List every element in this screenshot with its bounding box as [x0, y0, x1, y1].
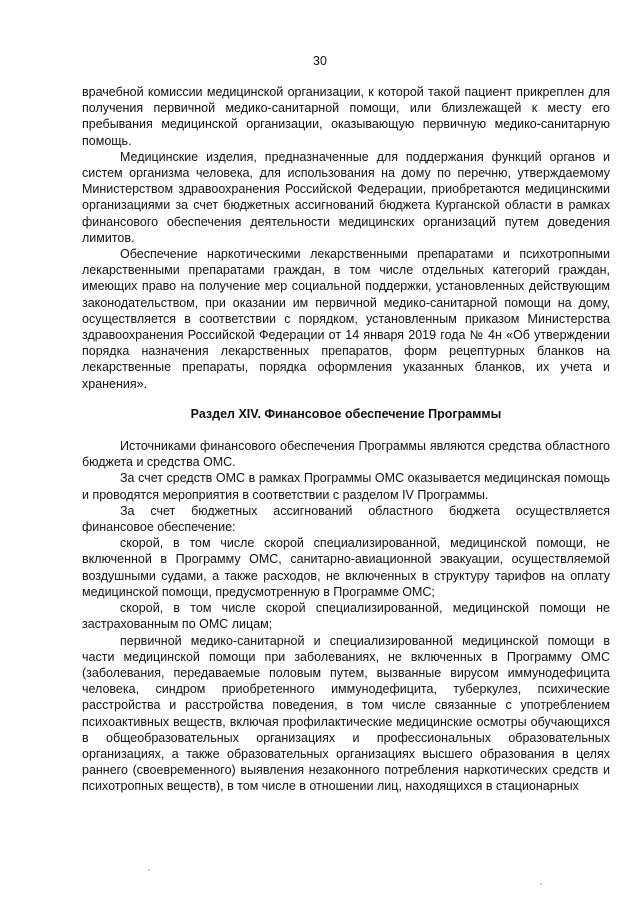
page-number: 30	[313, 54, 327, 68]
paragraph-medical-devices: Медицинские изделия, предназначенные для поддержания функций органов и систем организма человека, для использования на дому по перечню, утверждаемому Министерством здравоохранения Российской Федерации, приобретаются медицинскими организациями за счет бюджетных ассигнований бюджета Курганской области в рамках финансового обеспечения деятельности медицинских организаций путем доведения лимитов.	[82, 149, 610, 245]
section-heading: Раздел XIV. Финансовое обеспечение Программы	[190, 406, 502, 421]
paragraph-oms-funding: За счет средств ОМС в рамках Программы ОМС оказывается медицинская помощь и проводятся мероприятия в соответствии с разделом IV Программы.	[82, 471, 610, 502]
scan-speck	[148, 869, 150, 871]
list-item-ambulance-not-in-oms: скорой, в том числе скорой специализированной, медицинской помощи, не включенной в Программу ОМС, санитарно-авиационной эвакуации, осуществляемой воздушными судами, а также расходов, не включенных в структуру тарифов на оплату медицинской помощи, предусмотренную в Программе ОМС;	[82, 536, 610, 599]
paragraph-funding-sources: Источниками финансового обеспечения Программы являются средства областного бюджета и средства ОМС.	[82, 439, 610, 470]
paragraph-narcotic-drugs: Обеспечение наркотическими лекарственными препаратами и психотропными лекарственными препаратами граждан, в том числе отдельных категорий граждан, имеющих право на получение мер социальной поддержки, установленных действующим законодательством, при оказании им первичной медико-санитарной помощи на дому, осуществляется в соответствии с порядком, установленным приказом Министерства здравоохранения Российской Федерации от 14 января 2019 года № 4н «Об утверждении порядка назначения лекарственных препаратов, форм рецептурных бланков на лекарственные препараты, порядка оформления указанных бланков, их учета и хранения».	[82, 247, 610, 391]
scan-speck	[540, 883, 542, 885]
paragraph-budget-funding: За счет бюджетных ассигнований областного бюджета осуществляется финансовое обеспечение:	[82, 503, 610, 535]
list-item-primary-specialized-care: первичной медико-санитарной и специализированной медицинской помощи в части медицинской помощи при заболеваниях, не включенных в Программу ОМС (заболевания, передаваемые половым путем, вызванные вирусом иммунодефицита человека, синдром приобретенного иммунодефицита, туберкулез, психические расстройства и расстройства поведения, в том числе связанные с употреблением психоактивных веществ, включая профилактические медицинские осмотры обучающихся в общеобразовательных организациях и профессиональных образовательных организациях, а также образовательных организациях высшего образования в целях раннего (своевременного) выявления незаконного потребления наркотических средств и психотропных веществ), в том числе в отношении лиц, находящихся в стационарных	[82, 633, 610, 794]
list-item-ambulance-uninsured: скорой, в том числе скорой специализированной, медицинской помощи не застрахованным по ОМС лицам;	[82, 601, 610, 632]
document-body	[82, 84, 610, 795]
paragraph-continuation: врачебной комиссии медицинской организации, к которой такой пациент прикреплен для получения первичной медико-санитарной помощи, или близлежащей к месту его пребывания медицинской организации, оказывающую первичную медико-санитарную помощь.	[82, 85, 610, 148]
